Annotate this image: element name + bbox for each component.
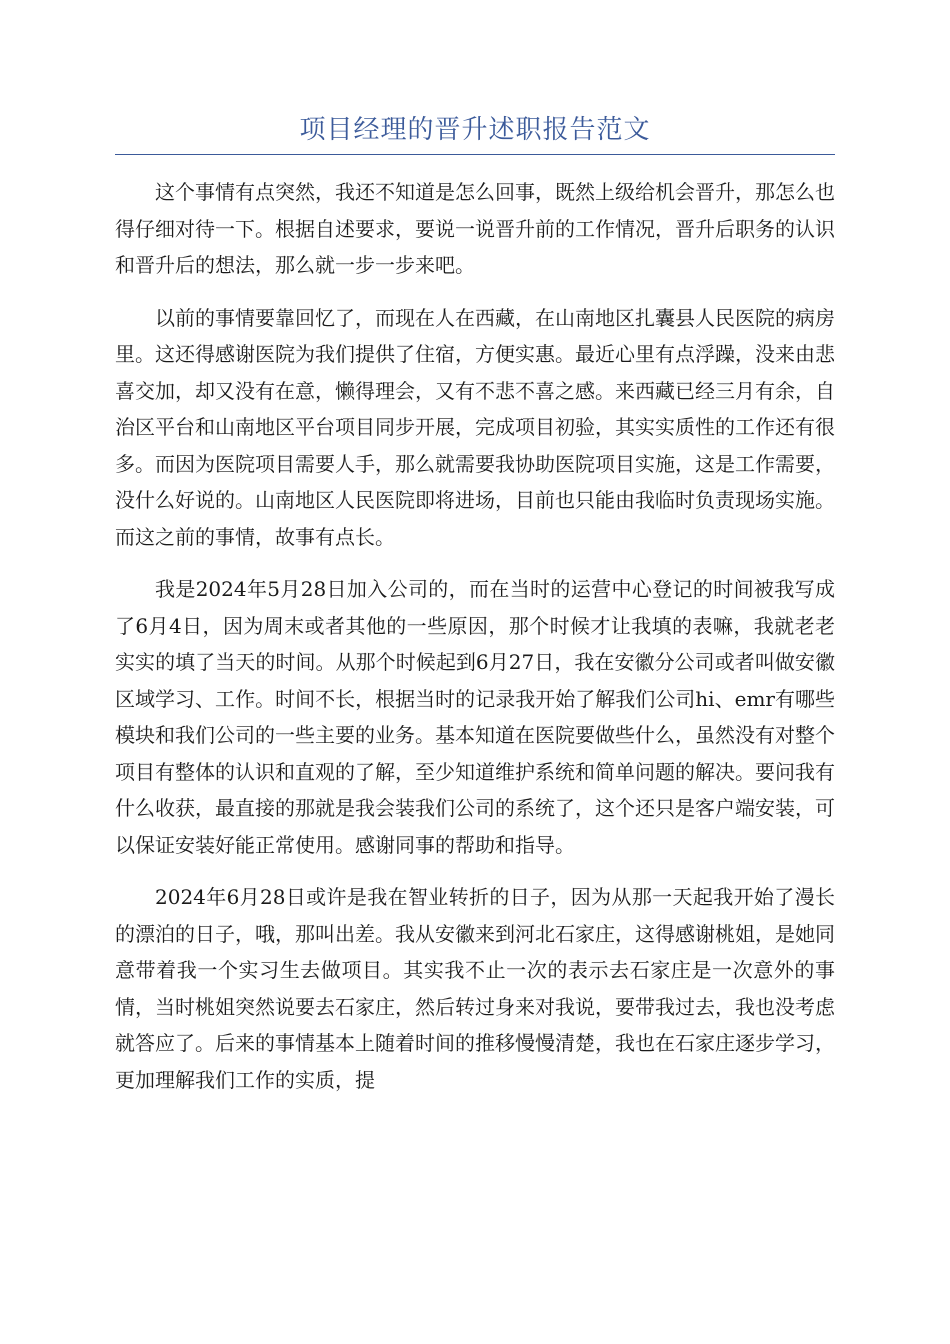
- paragraph-1: 这个事情有点突然，我还不知道是怎么回事，既然上级给机会晋升，那怎么也得仔细对待一下。根据自述要求，要说一说晋升前的工作情况，晋升后职务的认识和晋升后的想法，那么就一步一步来吧。: [115, 180, 835, 277]
- paragraph-4: 2024年6月28日或许是我在智业转折的日子，因为从那一天起我开始了漫长的漂泊的日子，哦，那叫出差。我从安徽来到河北石家庄，这得感谢桃姐，是她同意带着我一个实习生去做项目。其实我不止一次的表示去石家庄是一次意外的事情，当时桃姐突然说要去石家庄，然后转过身来对我说，要带我过去，我也没考虑就答应了。后来的事情基本上随着时间的推移慢慢清楚，我也在石家庄逐步学习，更加理解我们工作的实质，提: [115, 885, 835, 1092]
- document-body: [115, 174, 835, 1114]
- document-title: 项目经理的晋升述职报告范文: [299, 115, 651, 145]
- paragraph-2: 以前的事情要靠回忆了，而现在人在西藏，在山南地区扎囊县人民医院的病房里。这还得感谢医院为我们提供了住宿，方便实惠。最近心里有点浮躁，没来由悲喜交加，却又没有在意，懒得理会，又有不悲不喜之感。来西藏已经三月有余，自治区平台和山南地区平台项目同步开展，完成项目初验，其实实质性的工作还有很多。而因为医院项目需要人手，那么就需要我协助医院项目实施，这是工作需要，没什么好说的。山南地区人民医院即将进场，目前也只能由我临时负责现场实施。而这之前的事情，故事有点长。: [115, 305, 835, 549]
- paragraph-3: 我是2024年5月28日加入公司的，而在当时的运营中心登记的时间被我写成了6月4日，因为周末或者其他的一些原因，那个时候才让我填的表嘛，我就老老实实的填了当天的时间。从那个时候起到6月27日，我在安徽分公司或者叫做安徽区域学习、工作。时间不长，根据当时的记录我开始了解我们公司hi、emr有哪些模块和我们公司的一些主要的业务。基本知道在医院要做些什么，虽然没有对整个项目有整体的认识和直观的了解，至少知道维护系统和简单问题的解决。要问我有什么收获，最直接的那就是我会装我们公司的系统了，这个还只是客户端安装，可以保证安装好能正常使用。感谢同事的帮助和指导。: [115, 577, 835, 857]
- title-underline: [115, 154, 835, 155]
